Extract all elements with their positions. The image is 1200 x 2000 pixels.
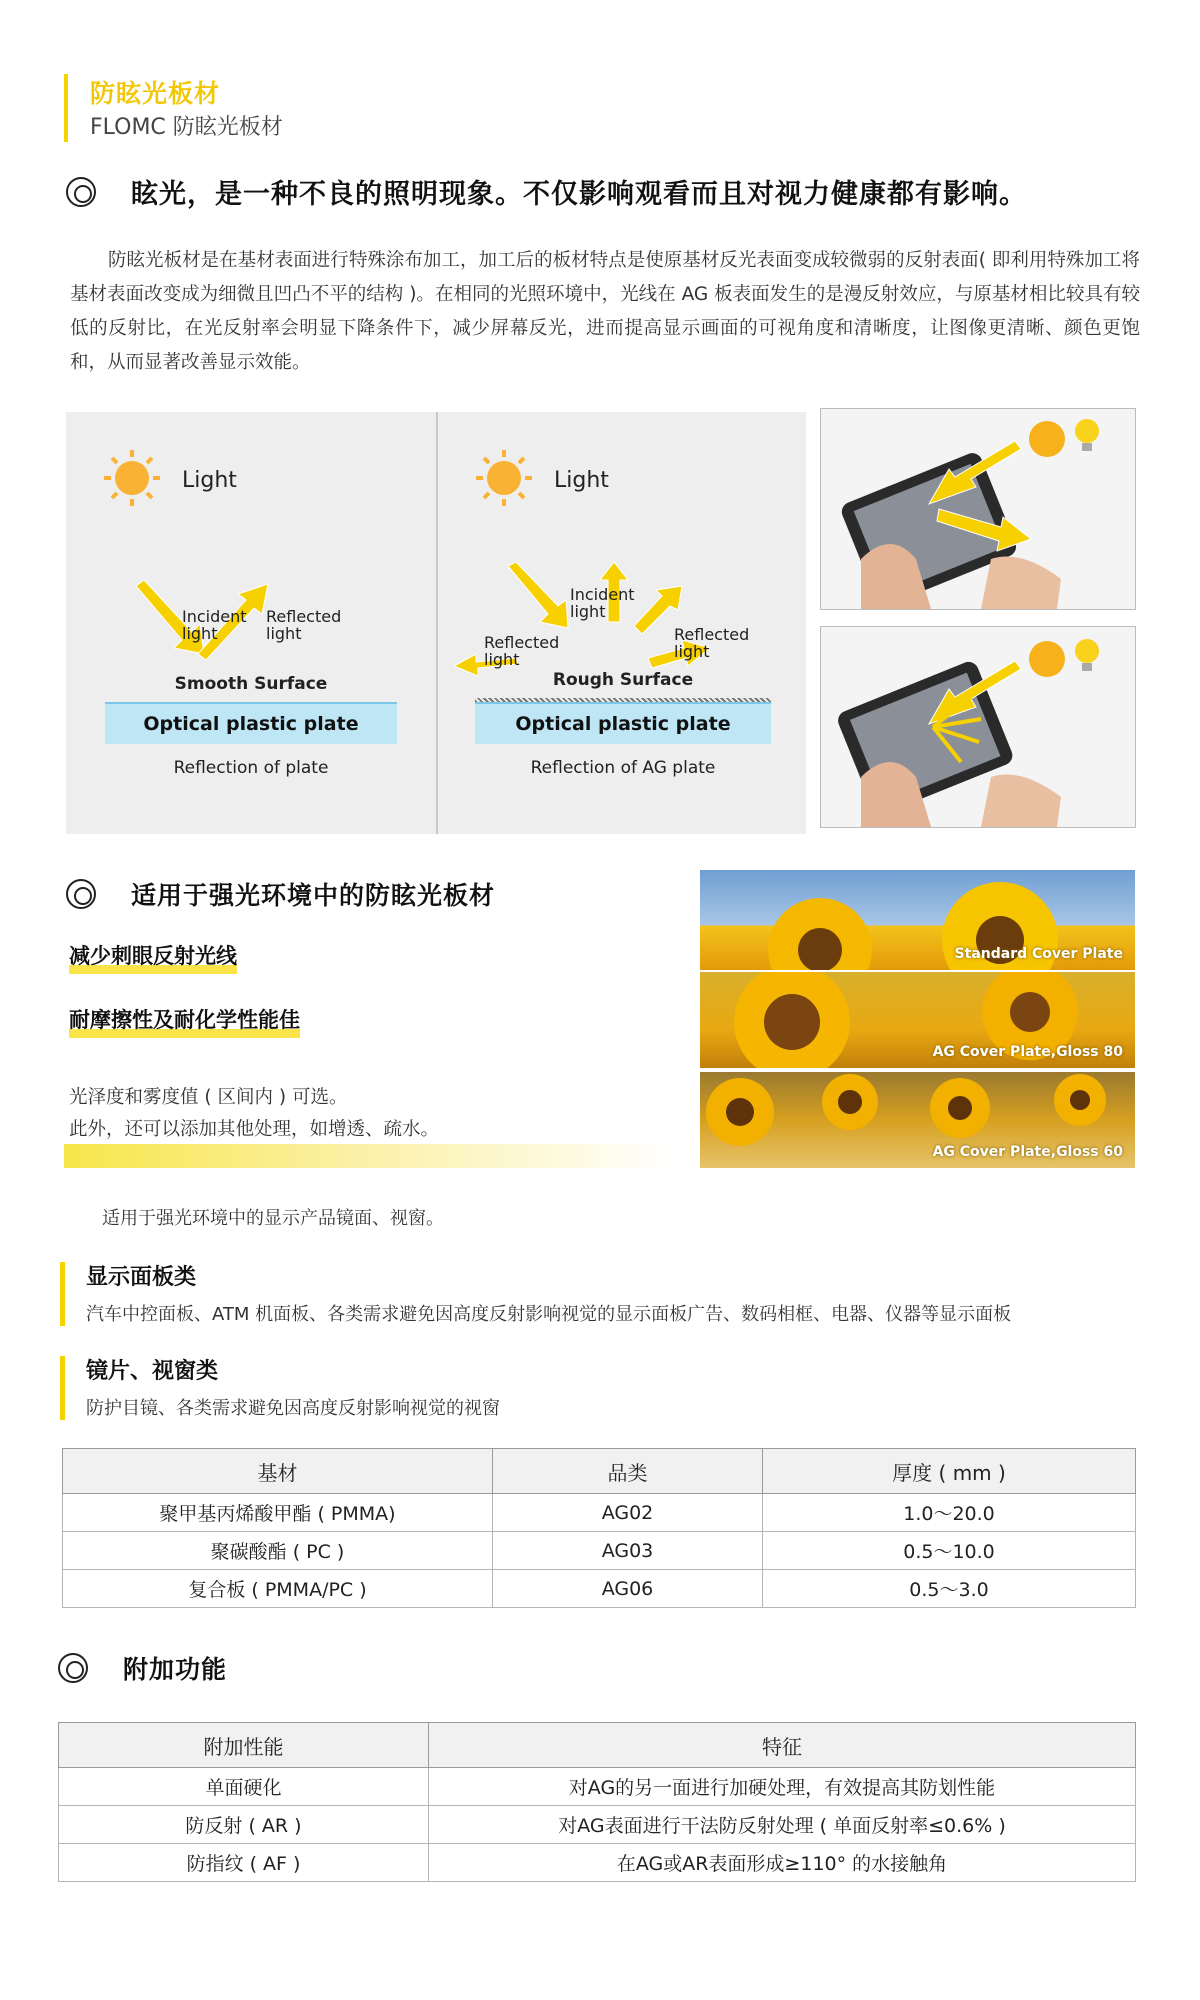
material-table [62, 1448, 1136, 1608]
feature-reduce-glare: 减少刺眼反射光线 [69, 940, 237, 974]
reflected-light-right-label: Reflected light [674, 625, 750, 661]
table-header: 基材 [63, 1449, 493, 1494]
plate-caption: Reflection of plate [173, 758, 329, 778]
table-row: 单面硬化 对AG的另一面进行加硬处理，有效提高其防划性能 [59, 1768, 1136, 1806]
category-title-display: 显示面板类 [86, 1265, 197, 1290]
category-title-lens: 镜片、视窗类 [86, 1359, 219, 1384]
header-accent-bar [64, 74, 68, 142]
reflected-light-left-label: Reflected light [484, 633, 560, 669]
section-heading-strong-light: 适用于强光环境中的防眩光板材 [66, 876, 495, 912]
sunflower-image-gloss60 [700, 1072, 1135, 1168]
table-row: 防指纹 ( AF ) 在AG或AR表面形成≥110° 的水接触角 [59, 1844, 1136, 1882]
option-notes: 光泽度和雾度值 ( 区间内 ) 可选。 此外，还可以添加其他处理，如增透、疏水。 [69, 1087, 440, 1140]
sunflower-image-gloss80 [700, 972, 1135, 1068]
diagram-smooth-panel [66, 412, 436, 834]
table-row: 聚甲基丙烯酸甲酯 ( PMMA) AG02 1.0～20.0 [63, 1494, 1136, 1532]
category-desc-display: 汽车中控面板、ATM 机面板、各类需求避免因高度反射影响视觉的显示面板广告、数码相框、电器、仪器等显示面板 [86, 1304, 1012, 1325]
page-subtitle: FLOMC 防眩光板材 [90, 115, 283, 140]
incident-light-label: Incident light [570, 585, 635, 621]
diagram-rough-panel [436, 412, 806, 834]
light-label: Light [554, 468, 609, 493]
table-header: 品类 [493, 1449, 763, 1494]
table-row: 复合板 ( PMMA/PC ) AG06 0.5～3.0 [63, 1570, 1136, 1608]
sun-icon [100, 446, 164, 510]
table-header: 附加性能 [59, 1723, 429, 1768]
reflected-light-label: Reflected light [266, 607, 342, 643]
section-heading-additional: 附加功能 [58, 1650, 227, 1686]
image-caption: Standard Cover Plate [954, 946, 1123, 962]
category-accent-bar [60, 1356, 65, 1420]
tablet-illustration [821, 627, 1136, 828]
incident-light-label: Incident light [182, 607, 247, 643]
image-caption: AG Cover Plate,Gloss 60 [932, 1144, 1123, 1160]
sunflower-image-standard [700, 870, 1135, 970]
table-row: 防反射 ( AR ) 对AG表面进行干法防反射处理 ( 单面反射率≤0.6% ) [59, 1806, 1136, 1844]
tablet-glare-photo [820, 408, 1136, 610]
tablet-illustration [821, 409, 1136, 610]
optical-plate: Optical plastic plate [475, 702, 771, 744]
rough-surface-label: Rough Surface [552, 670, 694, 690]
table-header: 特征 [429, 1723, 1136, 1768]
table-header: 厚度 ( mm ) [763, 1449, 1136, 1494]
usage-note: 适用于强光环境中的显示产品镜面、视窗。 [102, 1208, 444, 1229]
smooth-surface-label: Smooth Surface [174, 674, 328, 694]
table-row: 聚碳酸酯 ( PC ) AG03 0.5～10.0 [63, 1532, 1136, 1570]
category-accent-bar [60, 1262, 65, 1326]
light-label: Light [182, 468, 237, 493]
page-title: 防眩光板材 [90, 79, 221, 108]
category-desc-lens: 防护目镜、各类需求避免因高度反射影响视觉的视窗 [86, 1398, 500, 1419]
function-table [58, 1722, 1136, 1882]
tablet-ag-photo [820, 626, 1136, 828]
section-heading-glare: 眩光，是一种不良的照明现象。不仅影响观看而且对视力健康都有影响。 [66, 172, 1027, 211]
circle-bullet-icon [58, 1653, 88, 1683]
plate-caption: Reflection of AG plate [530, 758, 716, 778]
circle-bullet-icon [66, 177, 96, 207]
intro-paragraph: 防眩光板材是在基材表面进行特殊涂布加工，加工后的板材特点是使原基材反光表面变成较微弱的反射表面( 即利用特殊加工将基材表面改变成为细微且凹凸不平的结构 )。在相同的光照环境中，光线在 AG 板表面发生的是漫反射效应，与原基材相比较具有较低的反射比，在光反射率会明显下降条件下，减少屏幕反光，进而提高显示画面的可视角度和清晰度，让图像更清晰、颜色更饱和，从而显著改善显示效能。 [70, 250, 1140, 373]
yellow-gradient-bar [64, 1144, 674, 1168]
optical-plate: Optical plastic plate [105, 702, 397, 744]
image-caption: AG Cover Plate,Gloss 80 [932, 1044, 1123, 1060]
circle-bullet-icon [66, 879, 96, 909]
sun-icon [472, 446, 536, 510]
feature-durability: 耐摩擦性及耐化学性能佳 [69, 1004, 300, 1038]
